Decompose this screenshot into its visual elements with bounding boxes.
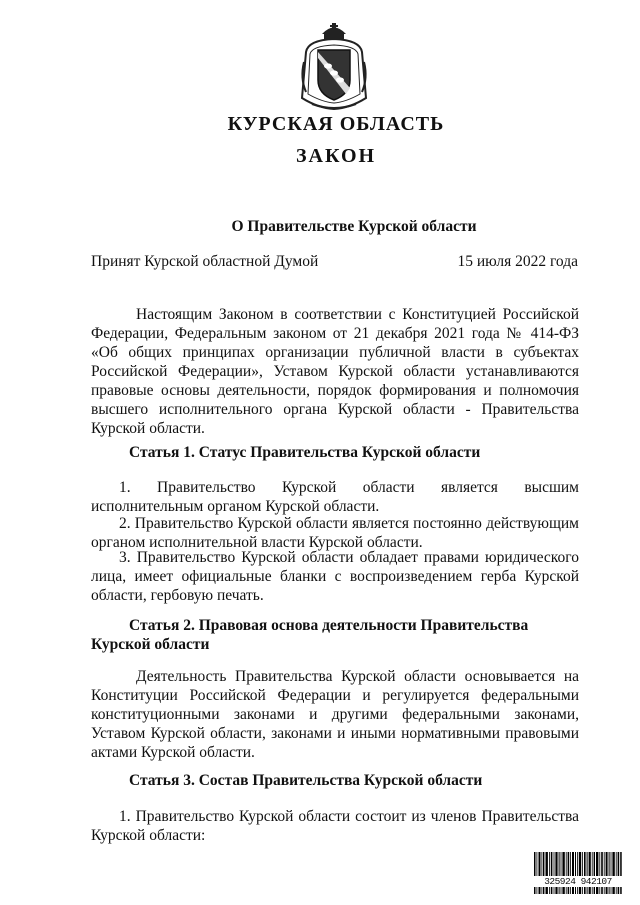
article-1-heading: Статья 1. Статус Правительства Курской области (129, 444, 481, 461)
preamble-paragraph: Настоящим Законом в соответствии с Конституцией Российской Федерации, Федеральным законом от 21 декабря 2021 года № 414-ФЗ «Об общих принципах организации публичной власти в субъектах Российской Федерации», Уставом Курской области устанавливаются правовые основы деятельности, порядок формирования и полномочия высшего исполнительного органа Курской области - Правительства Курской области. (91, 306, 579, 437)
adopted-by: Принят Курской областной Думой (91, 253, 319, 270)
article-3-heading: Статья 3. Состав Правительства Курской области (129, 772, 483, 789)
kursk-coat-of-arms-emblem (298, 22, 370, 110)
region-heading: КУРСКАЯ ОБЛАСТЬ (227, 113, 445, 135)
article-2-heading: Статья 2. Правовая основа деятельности Правительства Курской области (91, 617, 529, 653)
law-title: О Правительстве Курской области (231, 218, 477, 235)
article-3-paragraph-1: 1. Правительство Курской области состоит из членов Правительства Курской области: (91, 808, 579, 844)
adoption-line (91, 253, 578, 271)
adopted-date: 15 июля 2022 года (457, 253, 578, 270)
article-2-paragraph-1: Деятельность Правительства Курской области основывается на Конституции Российской Федерации и регулируется федеральными конституционными законами и другими федеральными законами, Уставом Курской области, законами и иными нормативными правовыми актами Курской области. (91, 668, 579, 761)
barcode (533, 852, 623, 894)
doc-type-heading: ЗАКОН (295, 145, 377, 167)
article-1-paragraph-2: 2. Правительство Курской области является постоянно действующим органом исполнительной власти Курской области. (91, 515, 579, 551)
article-1-paragraph-3: 3. Правительство Курской области обладает правами юридического лица, имеет официальные бланки с воспроизведением герба Курской области, гербовую печать. (91, 549, 579, 604)
article-1-paragraph-1: 1. Правительство Курской области является высшим исполнительным органом Курской области. (91, 479, 579, 515)
barcode-number: 325924 942107 (533, 876, 623, 887)
